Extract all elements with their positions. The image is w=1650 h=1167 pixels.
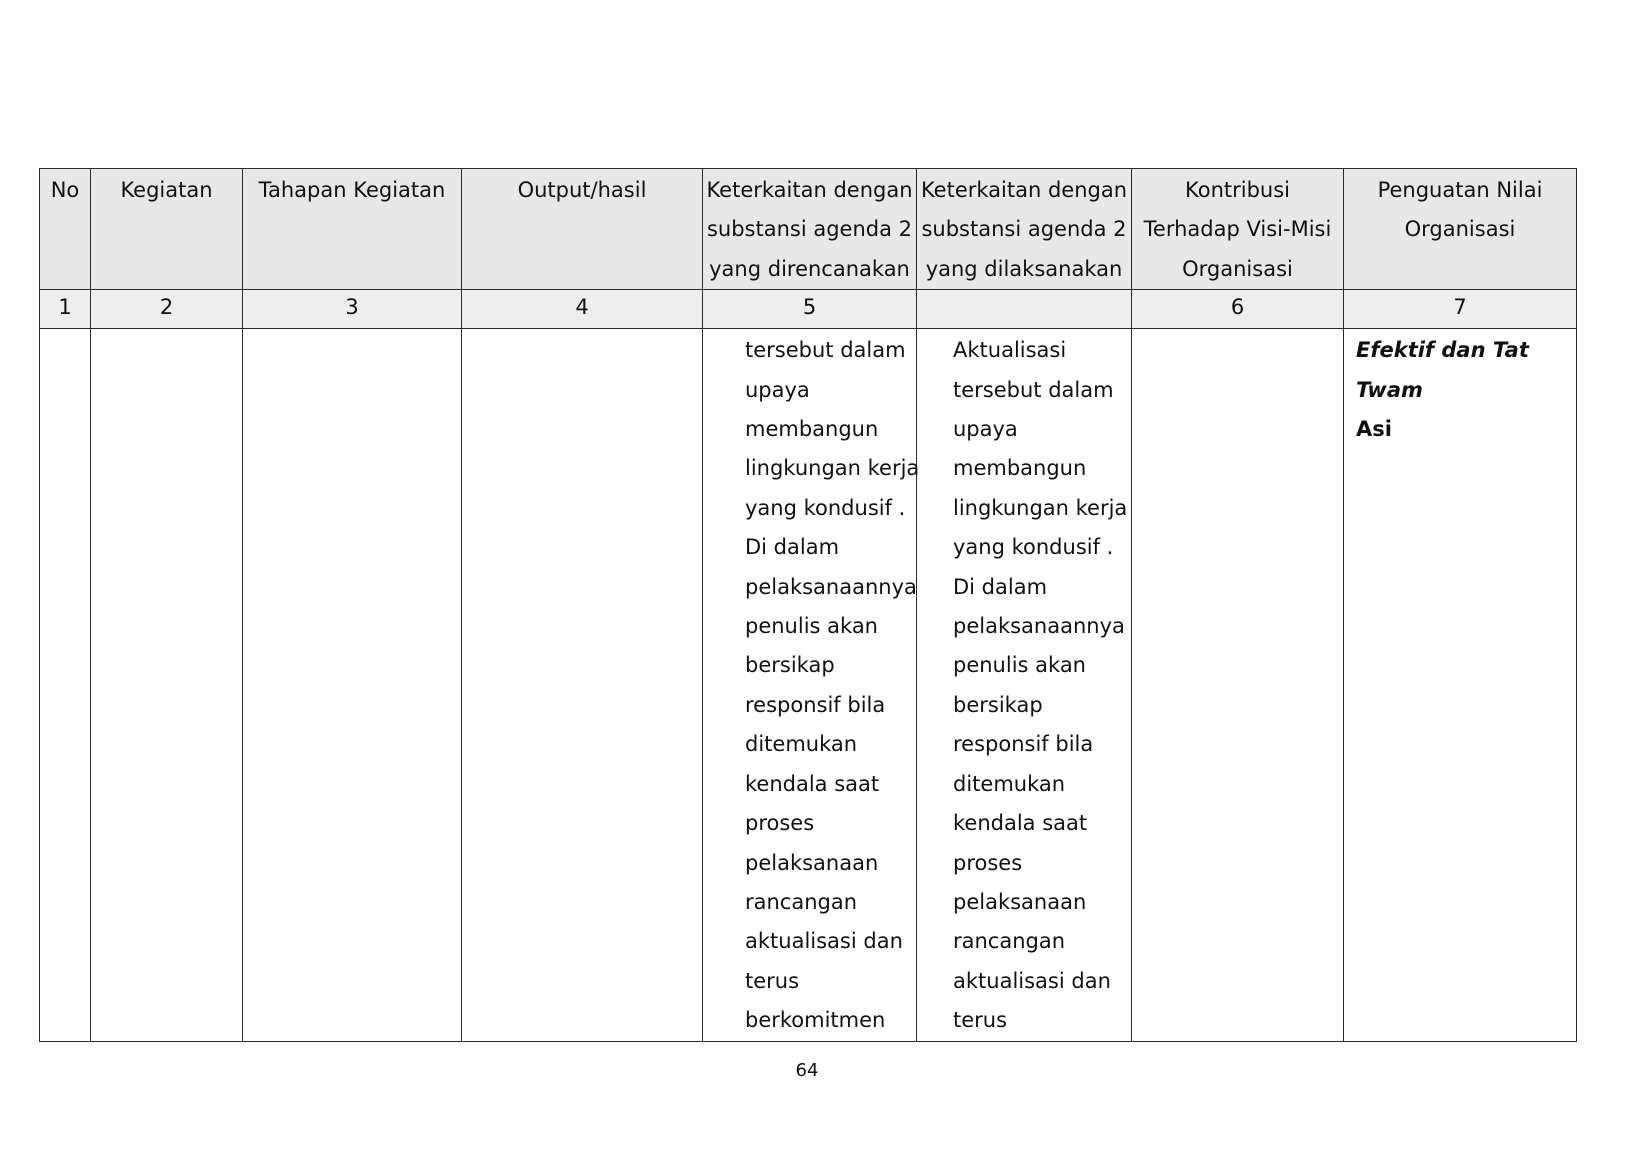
text-line: responsif bila (745, 692, 886, 717)
column-number: 7 (1344, 290, 1577, 329)
header-tahapan-kegiatan: Tahapan Kegiatan (243, 169, 462, 290)
text-line: Di dalam (953, 574, 1048, 599)
text-line: kendala saat (745, 771, 880, 796)
column-number: 1 (40, 290, 91, 329)
header-agenda-direncanakan: Keterkaitan dengan substansi agenda 2 yang direncanakan (703, 169, 917, 290)
value-line: Efektif dan Tat (1356, 338, 1529, 363)
text-line: tersebut dalam (745, 338, 906, 363)
text-line: yang kondusif . (745, 495, 906, 520)
text-line: penulis akan (745, 614, 878, 639)
text-line: penulis akan (953, 653, 1086, 678)
header-no: No (40, 169, 91, 290)
text-line: ditemukan (745, 732, 858, 757)
header-output-hasil: Output/hasil (462, 169, 703, 290)
text-line: aktualisasi dan (745, 929, 903, 954)
text-line: bersikap (953, 692, 1043, 717)
header-kegiatan: Kegiatan (91, 169, 243, 290)
text-line: membangun (953, 456, 1087, 481)
cell-agenda-dilaksanakan (917, 329, 1132, 1041)
value-word-regular: Asi (1356, 417, 1392, 442)
header-kontribusi: Kontribusi Terhadap Visi-Misi Organisasi (1132, 169, 1344, 290)
value-line (1356, 371, 1576, 450)
column-number: 4 (462, 290, 703, 329)
column-number (917, 290, 1132, 329)
penguatan-nilai-text (1344, 329, 1576, 449)
cell-agenda-direncanakan (703, 329, 920, 1041)
text-line: ditemukan (953, 771, 1066, 796)
text-line: pelaksanaannya (745, 574, 917, 599)
column-number: 6 (1132, 290, 1344, 329)
header-agenda-dilaksanakan: Keterkaitan dengan substansi agenda 2 yang dilaksanakan (917, 169, 1132, 290)
page-number: 64 (795, 1060, 819, 1081)
cell-penguatan-nilai (1344, 329, 1577, 1041)
cell-kegiatan (91, 329, 243, 1041)
column-number-row (40, 290, 1577, 329)
table-header-row (40, 169, 1577, 290)
text-line: Di dalam (745, 535, 840, 560)
text-line: lingkungan kerja (953, 495, 1128, 520)
text-line: aktualisasi dan (953, 968, 1111, 993)
cell-no (40, 329, 91, 1041)
cell-output (462, 329, 703, 1041)
text-line: responsif bila (953, 732, 1094, 757)
text-line: proses (745, 811, 815, 836)
text-line: terus (745, 968, 800, 993)
text-line: proses (953, 850, 1023, 875)
text-line: terus (953, 1008, 1008, 1033)
column-number: 3 (243, 290, 462, 329)
cell-kontribusi (1132, 329, 1344, 1041)
text-line: upaya (953, 417, 1018, 442)
cell-tahapan (243, 329, 462, 1041)
text-line: rancangan (745, 889, 858, 914)
text-line: pelaksanaan (745, 850, 879, 875)
agenda-direncanakan-text (703, 329, 920, 1040)
text-line: bersikap (745, 653, 835, 678)
column-number: 5 (703, 290, 917, 329)
text-line: membangun (745, 417, 879, 442)
text-line: upaya (745, 377, 810, 402)
activity-table (39, 168, 1577, 1042)
text-line: pelaksanaannya (953, 614, 1125, 639)
text-line: lingkungan kerja (745, 456, 920, 481)
text-line: pelaksanaan (953, 889, 1087, 914)
column-number: 2 (91, 290, 243, 329)
table-row (40, 329, 1577, 1041)
text-line: Aktualisasi (953, 338, 1067, 363)
text-line: yang kondusif . (953, 535, 1114, 560)
header-penguatan-nilai: Penguatan Nilai Organisasi (1344, 169, 1577, 290)
text-line: berkomitmen (745, 1008, 886, 1033)
text-line: tersebut dalam (953, 377, 1114, 402)
agenda-dilaksanakan-text (917, 329, 1131, 1040)
text-line: rancangan (953, 929, 1066, 954)
value-word-italic: Twam (1356, 377, 1423, 402)
text-line: kendala saat (953, 811, 1088, 836)
